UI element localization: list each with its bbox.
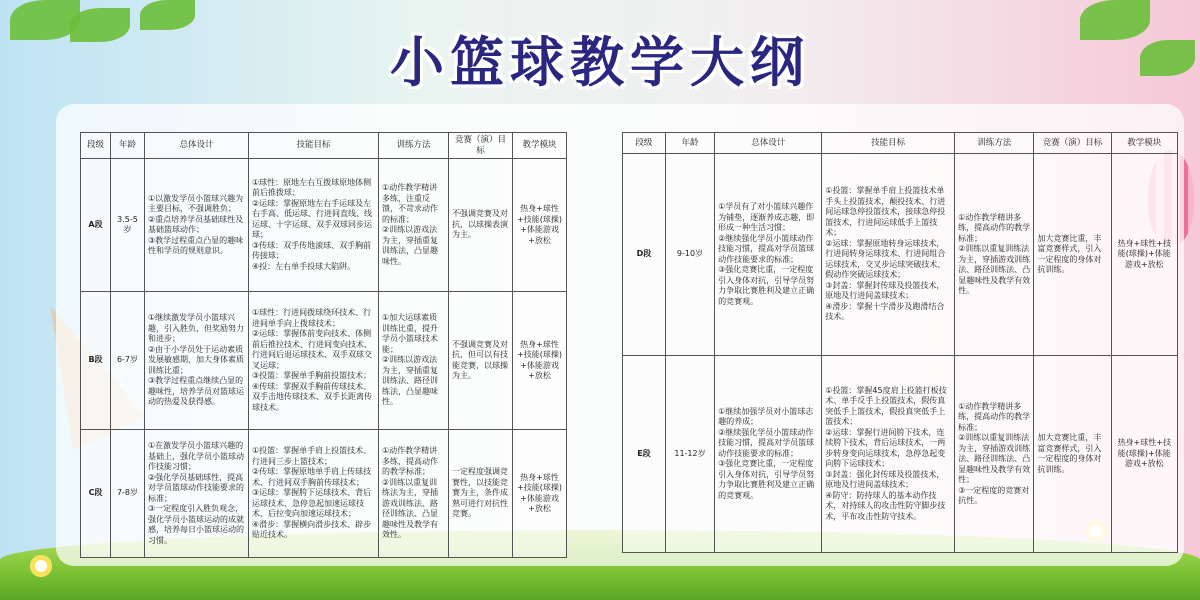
stage-cell: D段 xyxy=(623,154,666,356)
header-methods: 训练方法 xyxy=(379,133,449,159)
methods-cell: ①加大运球素质训练比重，提升学员小篮球技术能； ②训练以游戏法为主，穿插重复训练法、路径训练法，凸显趣味性。 xyxy=(379,292,449,430)
skills-cell: ①投篮：掌握45度肩上投篮打板技术、单手反手上投篮技术，假传真突低手上篮技术，假投真突低手上篮技术； ②运球：掌握行进间胯下技术，连续胯下技术，背后运球技术，一两步转身变向运球技术，急停急起变向胯下运球技术； ③封盖：强化封传球及投篮技术，原地及行进间盖球技术； ④防守：防持球人的基本动作技术，对持球人的攻击性防守脚步技术，平布攻击性防守技术。 xyxy=(822,356,955,553)
module-cell: 热身+球性+技能(球操)+体能游戏+放松 xyxy=(513,159,567,292)
module-cell: 热身+球性+技能(球操)+体能游戏+放松 xyxy=(513,292,567,430)
page-title: 小篮球教学大纲 xyxy=(390,31,810,94)
syllabus-table-left xyxy=(80,132,567,558)
skills-cell: ①投篮：掌握单手肩上投篮技术单手头上投篮技术，颠投技术、行进间运球急停投篮技术，接球急停投篮技术，行进间运球低手上篮技术； ②运球：掌握原地转身运球技术，行进间转身运球技术、行进间组合运球技术，交叉步运球突破技术、假动作突破运球技术； ③封盖：掌握封传球及投篮技术，原地及行进间盖球技术； ④滑步：掌握十字滑步及跑滑结合技术。 xyxy=(822,154,955,356)
age-cell: 9-10岁 xyxy=(665,154,714,356)
methods-cell: ①动作教学精讲多练，提高动作的教学标准； ②训练以重复训练法为主，穿插游戏训练法、路径训练法、凸显趣味性及教学有效性。 xyxy=(379,430,449,558)
competition-cell: 不强调竞赛及对抗，但可以有技能竞赛，以球操为主。 xyxy=(449,292,513,430)
competition-cell: 加大竞赛比重，丰富竞赛样式，引入一定程度的身体对抗训练。 xyxy=(1034,154,1111,356)
header-methods: 训练方法 xyxy=(955,133,1034,154)
design-cell: ①继续加强学员对小篮球志趣的养成； ②继续强化学员小篮球动作技能习惯，提高对学员篮球动作技能要求的标准； ③强化竞赛比重，一定程度引入身体对抗，引导学员努力争取比赛胜利及建立正确的竞赛观。 xyxy=(715,356,822,553)
table-header-row xyxy=(623,133,1178,154)
design-cell: ①以激发学员小篮球兴趣为主要目标，不强调胜负； ②重点培养学员基础球性及基础篮球动作； ③教学过程重点凸显的趣味性和学员的规则意识。 xyxy=(145,159,249,292)
design-cell: ①学员有了对小篮球兴趣作为铺垫，逐渐养成志趣，即形成一种生活习惯； ②继续强化学员小篮球动作技能习惯，提高对学员篮球动作技能要求的标准； ③强化竞赛比重，一定程度引入身体对抗，引导学员努力争取比赛胜利及建立正确的竞赛观。 xyxy=(715,154,822,356)
stage-cell: B段 xyxy=(81,292,111,430)
module-cell: 热身+球性+技能(球操)+体能游戏+放松 xyxy=(1111,154,1177,356)
flower-decoration xyxy=(30,555,52,577)
table-header-row xyxy=(81,133,567,159)
stage-cell: A段 xyxy=(81,159,111,292)
table-row xyxy=(81,430,567,558)
methods-cell: ①动作教学精讲多练，提高动作的教学标准； ②训练以重复训练法为主，穿插游戏训练法、路径训练法、凸显趣味性及教学有效性； ③一定程度的竞赛对抗性。 xyxy=(955,356,1034,553)
skills-cell: ①球性：原地左右互拨球原地体侧前后推拨球； ②运球：掌握原地左右手运球及左右手高、低运球、行进间直线、线运球、十字运球、双手双球同步运球； ③传球：双手传地滚球、双手胸前传接球； ④投：左右单手投球大陷阱。 xyxy=(249,159,379,292)
design-cell: ①在激发学员小篮球兴趣的基础上，强化学员小篮球动作技能习惯； ②强化学员基础球性，提高对学员篮球动作技能要求的标准； ③一定程度引入胜负观念，强化学员小篮球运动的成就感，培养每日小篮球运动的习惯。 xyxy=(145,430,249,558)
header-module: 教学模块 xyxy=(513,133,567,159)
header-age: 年龄 xyxy=(665,133,714,154)
age-cell: 6-7岁 xyxy=(111,292,145,430)
syllabus-table-right xyxy=(622,132,1178,553)
table-row xyxy=(81,159,567,292)
design-cell: ①继续激发学员小篮球兴趣，引入胜负，但奖励努力和进步； ②由于小学员处于运动素质发展敏感期，加大身体素质训练比重； ③教学过程重点继续凸显的趣味性，培养学员对篮球运动的热爱及获得感。 xyxy=(145,292,249,430)
header-module: 教学模块 xyxy=(1111,133,1177,154)
table-row xyxy=(81,292,567,430)
table-row xyxy=(623,154,1178,356)
header-skills: 技能目标 xyxy=(249,133,379,159)
skills-cell: ①球性：行进间拨球绕环技术、行进间单手向上拨球技术； ②运球：掌握体前变向技术、体侧前后推拉技术、行进间变向技术、行进间后退运球技术、双手双球交叉运球； ③投篮：掌握单手胸前投篮技术； ④传球：掌握双手胸前传球技术、双手击地传球技术、双手长距离传球技术。 xyxy=(249,292,379,430)
header-competition: 竞赛（演）目标 xyxy=(449,133,513,159)
competition-cell: 加大竞赛比重，丰富竞赛样式，引入一定程度的身体对抗训练。 xyxy=(1034,356,1111,553)
age-cell: 3.5-5岁 xyxy=(111,159,145,292)
stage-cell: C段 xyxy=(81,430,111,558)
methods-cell: ①动作教学精讲多练，注重反馈，不苛求动作的标准； ②训练以游戏法为主，穿插重复训练法，凸显趣味性。 xyxy=(379,159,449,292)
skills-cell: ①投篮：掌握单手肩上投篮技术、行进间三步上篮技术； ②传球：掌握原地单手肩上传球技术、行进间双手胸前传球技术； ③运球：掌握胯下运球技术、背后运球技术、急停急起加速运球技术、后拉变向加速运球技术； ④滑步：掌握横向滑步技术、辟步贴近技术。 xyxy=(249,430,379,558)
header-design: 总体设计 xyxy=(145,133,249,159)
header-stage: 段级 xyxy=(623,133,666,154)
competition-cell: 不强调竞赛及对抗，以球操表演为主。 xyxy=(449,159,513,292)
module-cell: 热身+球性+技能(球操)+体能游戏+放松 xyxy=(513,430,567,558)
methods-cell: ①动作教学精讲多练，提高动作的教学标准； ②训练以重复训练法为主，穿插游戏训练法、路径训练法、凸显趣味性及教学有效性。 xyxy=(955,154,1034,356)
table-row xyxy=(623,356,1178,553)
header-age: 年龄 xyxy=(111,133,145,159)
competition-cell: 一定程度强调竞赛性，以技能竞赛为主，条件成熟可进行对抗性竞赛。 xyxy=(449,430,513,558)
header-skills: 技能目标 xyxy=(822,133,955,154)
age-cell: 7-8岁 xyxy=(111,430,145,558)
header-design: 总体设计 xyxy=(715,133,822,154)
age-cell: 11-12岁 xyxy=(665,356,714,553)
module-cell: 热身+球性+技能(球操)+体能游戏+放松 xyxy=(1111,356,1177,553)
header-competition: 竞赛（演）目标 xyxy=(1034,133,1111,154)
stage-cell: E段 xyxy=(623,356,666,553)
header-stage: 段级 xyxy=(81,133,111,159)
